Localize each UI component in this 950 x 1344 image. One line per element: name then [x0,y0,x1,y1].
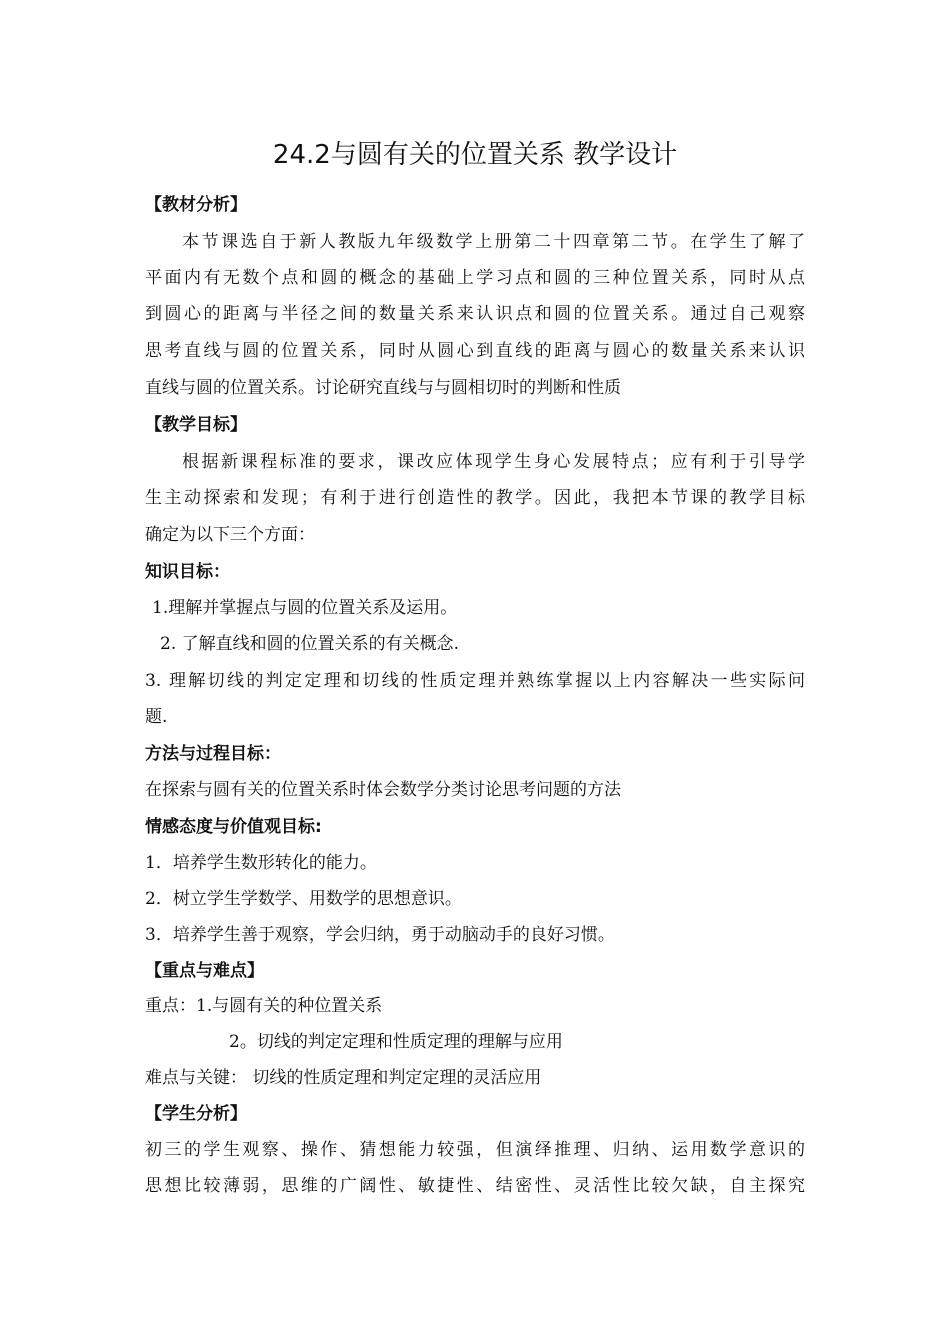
paragraph-line: 思考直线与圆的位置关系，同时从圆心到直线的距离与圆心的数量关系来认识 [145,341,805,361]
paragraph-line: 难点与关键： 切线的性质定理和判定定理的灵活应用 [145,1068,542,1088]
paragraph-line: 直线与圆的位置关系。讨论研究直线与与圆相切时的判断和性质 [145,378,621,398]
paragraph-line: 本节课选自于新人教版九年级数学上册第二十四章第二节。在学生了解了 [182,232,805,252]
paragraph-line: 重点：1.与圆有关的种位置关系 [145,996,383,1016]
list-item: 2. 了解直线和圆的位置关系的有关概念. [160,634,460,654]
subheading-emotion: 情感态度与价值观目标: [145,817,322,837]
paragraph-line: 生主动探索和发现；有利于进行创造性的教学。因此，我把本节课的教学目标 [145,488,805,508]
subheading-knowledge: 知识目标： [145,562,230,582]
list-item: 3．培养学生善于观察，学会归纳，勇于动脑动手的良好习惯。 [145,925,615,945]
page-title: 24.2与圆有关的位置关系 教学设计 [272,140,678,170]
subheading-method: 方法与过程目标： [145,744,281,764]
paragraph-line: 在探索与圆有关的位置关系时体会数学分类讨论思考问题的方法 [145,780,621,800]
list-item: 3. 理解切线的判定定理和切线的性质定理并熟练掌握以上内容解决一些实际问 [145,671,805,691]
list-item: 2．树立学生学数学、用数学的思想意识。 [145,889,462,909]
paragraph-line: 确定为以下三个方面： [145,525,315,545]
paragraph-line: 平面内有无数个点和圆的概念的基础上学习点和圆的三种位置关系，同时从点 [145,268,805,288]
paragraph-line: 2。切线的判定定理和性质定理的理解与应用 [229,1032,563,1052]
section-heading-keypoints: 【重点与难点】 [145,961,264,981]
paragraph-line: 初三的学生观察、操作、猜想能力较强，但演绎推理、归纳、运用数学意识的 [145,1140,805,1160]
paragraph-line: 思想比较薄弱，思维的广阔性、敏捷性、结密性、灵活性比较欠缺，自主探究 [145,1176,805,1196]
list-item: 1.理解并掌握点与圆的位置关系及运用。 [152,598,458,618]
list-item: 1．培养学生数形转化的能力。 [145,853,377,873]
paragraph-line: 根据新课程标准的要求，课改应体现学生身心发展特点；应有利于引导学 [182,452,805,472]
list-item: 题. [145,707,168,727]
section-heading-goals: 【教学目标】 [145,415,247,435]
section-heading-students: 【学生分析】 [145,1104,247,1124]
paragraph-line: 到圆心的距离与半径之间的数量关系来认识点和圆的位置关系。通过自己观察 [145,304,805,324]
section-heading-materials: 【教材分析】 [145,195,247,215]
